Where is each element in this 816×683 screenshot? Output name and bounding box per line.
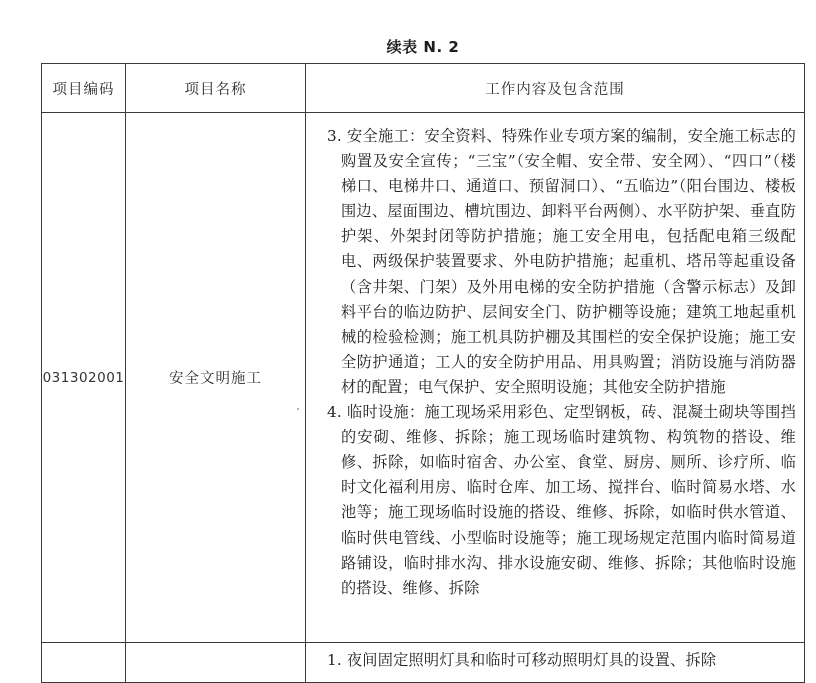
- content-paragraph: 3. 安全施工：安全资料、特殊作业专项方案的编制，安全施工标志的购置及安全宣传；“三宝”（安全帽、安全带、安全网）、“四口”（楼梯口、电梯井口、通道口、预留洞口）、“五临边”（阳台围边、楼板围边、屋面围边、槽坑围边、卸料平台两侧）、水平防护架、垂直防护架、外架封闭等防护措施；施工安全用电，包括配电箱三级配电、两级保护装置要求、外电防护措施；起重机、塔吊等起重设备（含井架、门架）及外用电梯的安全防护措施（含警示标志）及卸料平台的临边防护、层间安全门、防护棚等设施；建筑工地起重机械的检验检测；施工机具防护棚及其围栏的安全保护设施；施工安全防护通道；工人的安全防护用品、用具购置；消防设施与消防器材的配置；电气保护、安全照明设施；其他安全防护措施: [327, 127, 796, 396]
- item-code-cell: 031302001: [42, 113, 126, 643]
- header-content: 工作内容及包含范围: [306, 64, 805, 113]
- scan-speck: [297, 408, 299, 410]
- content-paragraph: 4. 临时设施：施工现场采用彩色、定型钢板，砖、混凝土砌块等围挡的安砌、维修、拆除；施工现场临时建筑物、构筑物的搭设、维修、拆除，如临时宿舍、办公室、食堂、厨房、厕所、诊疗所、临时文化福利用房、临时仓库、加工场、搅拌台、临时简易水塔、水池等；施工现场临时设施的搭设、维修、拆除，如临时供水管道、临时供电管线、小型临时设施等；施工现场规定范围内临时简易道路铺设，临时排水沟、排水设施安砌、维修、拆除；其他临时设施的搭设、维修、拆除: [327, 403, 796, 597]
- item-name-cell: 安全文明施工: [126, 113, 306, 643]
- header-name: 项目名称: [126, 64, 306, 113]
- item-content-cell: [306, 113, 805, 643]
- item-code-cell: [42, 643, 126, 683]
- table-title: 续表 N. 2: [386, 38, 460, 56]
- content-paragraph: 1. 夜间固定照明灯具和临时可移动照明灯具的设置、拆除: [327, 651, 717, 669]
- table-row: [42, 643, 805, 683]
- table-row: [42, 113, 805, 643]
- item-content-cell: [306, 643, 805, 683]
- spec-table: [41, 63, 805, 683]
- header-code: 项目编码: [42, 64, 126, 113]
- table-header-row: [42, 64, 805, 113]
- item-name-cell: [126, 643, 306, 683]
